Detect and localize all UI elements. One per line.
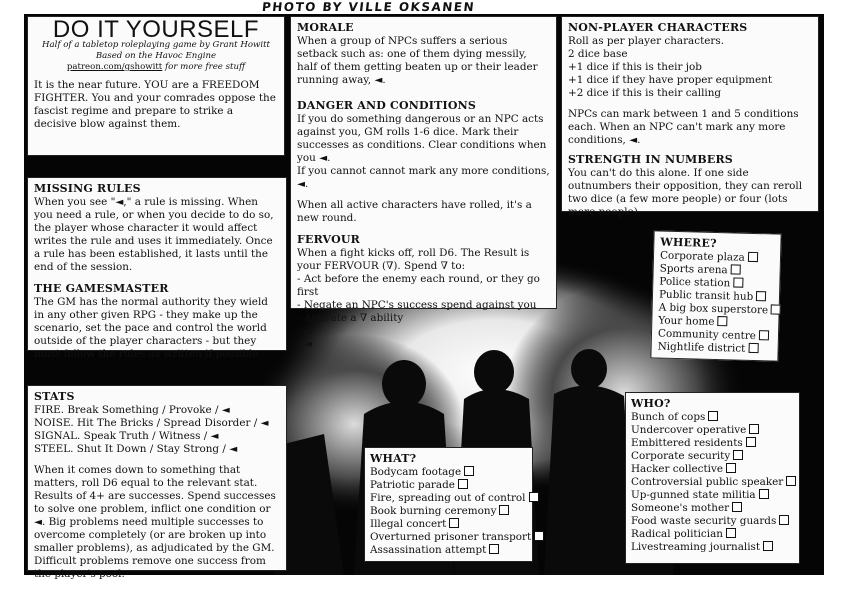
- checkbox[interactable]: [449, 518, 459, 528]
- checkbox[interactable]: [708, 411, 718, 421]
- who-item-label: Hacker collective: [631, 463, 723, 475]
- checkbox[interactable]: [489, 544, 499, 554]
- checkbox[interactable]: [717, 316, 727, 326]
- who-item-label: Corporate security: [631, 450, 731, 462]
- what-heading: WHAT?: [370, 452, 417, 465]
- stats-heading: STATS: [34, 390, 75, 403]
- who-item-label: Up-gunned state militia: [631, 489, 756, 501]
- who-item: [631, 450, 794, 463]
- checkbox[interactable]: [458, 479, 468, 489]
- checkbox[interactable]: [749, 424, 759, 434]
- checkbox[interactable]: [726, 528, 736, 538]
- what-item: [370, 544, 527, 557]
- checkbox[interactable]: [464, 466, 474, 476]
- fervour-item: - ◄: [297, 325, 312, 337]
- who-item: [631, 515, 794, 528]
- checkbox[interactable]: [756, 291, 766, 301]
- who-item-label: Controversial public speaker: [631, 476, 784, 488]
- what-item: [370, 479, 527, 492]
- where-item-label: Nightlife district: [657, 340, 746, 355]
- checkbox[interactable]: [534, 531, 544, 541]
- checkbox[interactable]: [733, 277, 743, 287]
- who-item-label: Someone's mother: [631, 502, 730, 514]
- npc-body: NPCs can mark between 1 and 5 conditions each. When an NPC can't mark any more conditions, ◄.: [568, 108, 799, 146]
- photo-credit: PHOTO BY VILLE OKSANEN: [261, 0, 476, 14]
- who-item: [631, 437, 794, 450]
- who-item: [631, 476, 794, 489]
- who-item: [631, 541, 794, 554]
- npc-line: +1 dice if they have proper equipment: [568, 74, 773, 86]
- who-item: [631, 489, 794, 502]
- checkbox[interactable]: [726, 463, 736, 473]
- who-item: [631, 411, 794, 424]
- what-item-label: Book burning ceremony: [370, 505, 497, 517]
- fervour-item: - ◄: [297, 338, 312, 350]
- npc-line: 2 dice base: [568, 48, 628, 60]
- checkbox[interactable]: [499, 505, 509, 515]
- where-panel: [650, 230, 781, 361]
- checkbox[interactable]: [748, 252, 758, 262]
- checkbox[interactable]: [529, 492, 539, 502]
- stat-noise: NOISE. Hit The Bricks / Spread Disorder / ◄: [34, 417, 269, 429]
- checkbox[interactable]: [779, 515, 789, 525]
- mechanics-panel: [290, 16, 557, 350]
- patreon-link[interactable]: patreon.com/gshowitt: [66, 62, 163, 72]
- where-item-label: Community centre: [657, 327, 757, 343]
- strength-body: You can't do this alone. If one side outnumbers their opposition, they can reroll two dice (a few more people) or four (lots more people).: [568, 167, 803, 218]
- fervour-item: - Activate a ∇ ability: [297, 312, 404, 324]
- where-item-label: Corporate plaza: [659, 249, 745, 264]
- gamesmaster-body: The GM has the normal authority they wield in any other given RPG - they make up the scenario, set the pace and control the world outside of the player characters - but they must follow the rules as written if possible.: [34, 296, 268, 360]
- checkbox[interactable]: [759, 489, 769, 499]
- fervour-item: - Negate an NPC's success spend against you: [297, 299, 537, 311]
- who-panel: [625, 392, 800, 564]
- checkbox[interactable]: [763, 541, 773, 551]
- danger-body-2: If you cannot cannot mark any more conditions, ◄.: [297, 165, 550, 190]
- stat-fire: FIRE. Break Something / Provoke / ◄: [34, 404, 230, 416]
- what-item: [370, 505, 527, 518]
- who-item-label: Undercover operative: [631, 424, 747, 436]
- checkbox[interactable]: [732, 502, 742, 512]
- who-item: [631, 502, 794, 515]
- npc-panel: [561, 16, 819, 218]
- what-item-label: Bodycam footage: [370, 466, 462, 478]
- checkbox[interactable]: [733, 450, 743, 460]
- stats-body: When it comes down to something that matters, roll D6 equal to the relevant stat. Results of 4+ are successes. Spend successes to solve one problem, inflict one condition or ◄. Big problems need multiple successes to overcome completely (or are broken up into smaller problems), as adjudicated by the GM. Difficult problems remove one success from the player's pool.: [34, 464, 276, 580]
- fervour-item: - Act before the enemy each round, or they go first: [297, 273, 540, 298]
- npc-line: Roll as per player characters.: [568, 35, 725, 47]
- intro-panel: [27, 16, 285, 156]
- danger-body: If you do something dangerous or an NPC acts against you, GM rolls 1-6 dice. Mark their successes as conditions. Clear conditions when you ◄.: [297, 113, 547, 164]
- morale-body: When a group of NPCs suffers a serious setback such as: one of them dying messily, half of them getting beaten up or their leader running away, ◄.: [297, 35, 538, 86]
- what-item: [370, 531, 532, 544]
- what-list: [370, 466, 532, 557]
- who-item: [631, 424, 794, 437]
- who-item-label: Embittered residents: [631, 437, 743, 449]
- rules-panel: [27, 177, 287, 360]
- new-round-text: When all active characters have rolled, it's a new round.: [297, 199, 532, 224]
- gamesmaster-heading: THE GAMESMASTER: [34, 282, 169, 295]
- page-title: DO IT YOURSELF: [52, 16, 260, 43]
- what-item-label: Illegal concert: [370, 518, 447, 530]
- missing-rules-body: When you see "◄," a rule is missing. When you need a rule, or when you decide to do so, the player whose character it would affect writes the rule and uses it immediately. Once a rule has been established, it lasts until the end of the session.: [34, 196, 274, 273]
- checkbox[interactable]: [746, 437, 756, 447]
- checkbox[interactable]: [771, 304, 781, 314]
- where-heading: WHERE?: [660, 235, 717, 250]
- link-suffix: for more free stuff: [162, 62, 246, 72]
- who-item: [631, 528, 794, 541]
- who-item-label: Bunch of cops: [631, 411, 706, 423]
- who-item-label: Livestreaming journalist: [631, 541, 761, 553]
- where-item-label: Your home: [658, 314, 715, 328]
- byline: Half of a tabletop roleplaying game by Grant Howitt: [41, 40, 271, 50]
- checkbox[interactable]: [731, 264, 741, 274]
- npc-heading: NON-PLAYER CHARACTERS: [568, 21, 748, 34]
- fervour-intro: When a fight kicks off, roll D6. The Result is your FERVOUR (∇). Spend ∇ to:: [297, 247, 530, 272]
- fervour-heading: FERVOUR: [297, 233, 361, 246]
- what-item: [370, 492, 527, 505]
- npc-line: +2 dice if this is their calling: [568, 87, 722, 99]
- what-item-label: Fire, spreading out of control: [370, 492, 526, 504]
- where-item-label: Public transit hub: [658, 288, 754, 303]
- engine-note: Based on the Havoc Engine: [95, 51, 217, 61]
- stat-signal: SIGNAL. Speak Truth / Witness / ◄: [34, 430, 219, 442]
- danger-heading: DANGER AND CONDITIONS: [297, 99, 477, 112]
- who-item: [631, 463, 794, 476]
- who-item-label: Food waste security guards: [631, 515, 777, 527]
- what-item-label: Assassination attempt: [370, 544, 487, 556]
- stat-steel: STEEL. Shut It Down / Stay Strong / ◄: [34, 443, 238, 455]
- checkbox[interactable]: [759, 330, 769, 340]
- where-item-label: A big box superstore: [658, 301, 769, 317]
- where-item-label: Sports arena: [659, 262, 728, 277]
- what-item: [370, 466, 527, 479]
- where-item: [657, 340, 771, 356]
- where-item-label: Police station: [659, 275, 731, 290]
- missing-rules-heading: MISSING RULES: [34, 182, 141, 195]
- what-item-label: Overturned prisoner transport: [370, 531, 532, 543]
- intro-body: It is the near future. YOU are a FREEDOM FIGHTER. You and your comrades oppose the fascist regime and prepare to strike a decisive blow against them.: [34, 79, 276, 130]
- what-panel: [364, 447, 533, 562]
- who-item-label: Radical politician: [631, 528, 723, 540]
- stats-panel: [27, 385, 287, 580]
- what-item-label: Patriotic parade: [370, 479, 455, 491]
- where-list: [657, 250, 774, 357]
- who-heading: WHO?: [631, 397, 671, 410]
- npc-line: +1 dice if this is their job: [568, 61, 702, 73]
- strength-heading: STRENGTH IN NUMBERS: [568, 153, 733, 166]
- what-item: [370, 518, 527, 531]
- morale-heading: MORALE: [297, 21, 354, 34]
- who-list: [631, 411, 794, 554]
- checkbox[interactable]: [786, 476, 796, 486]
- checkbox[interactable]: [748, 343, 758, 353]
